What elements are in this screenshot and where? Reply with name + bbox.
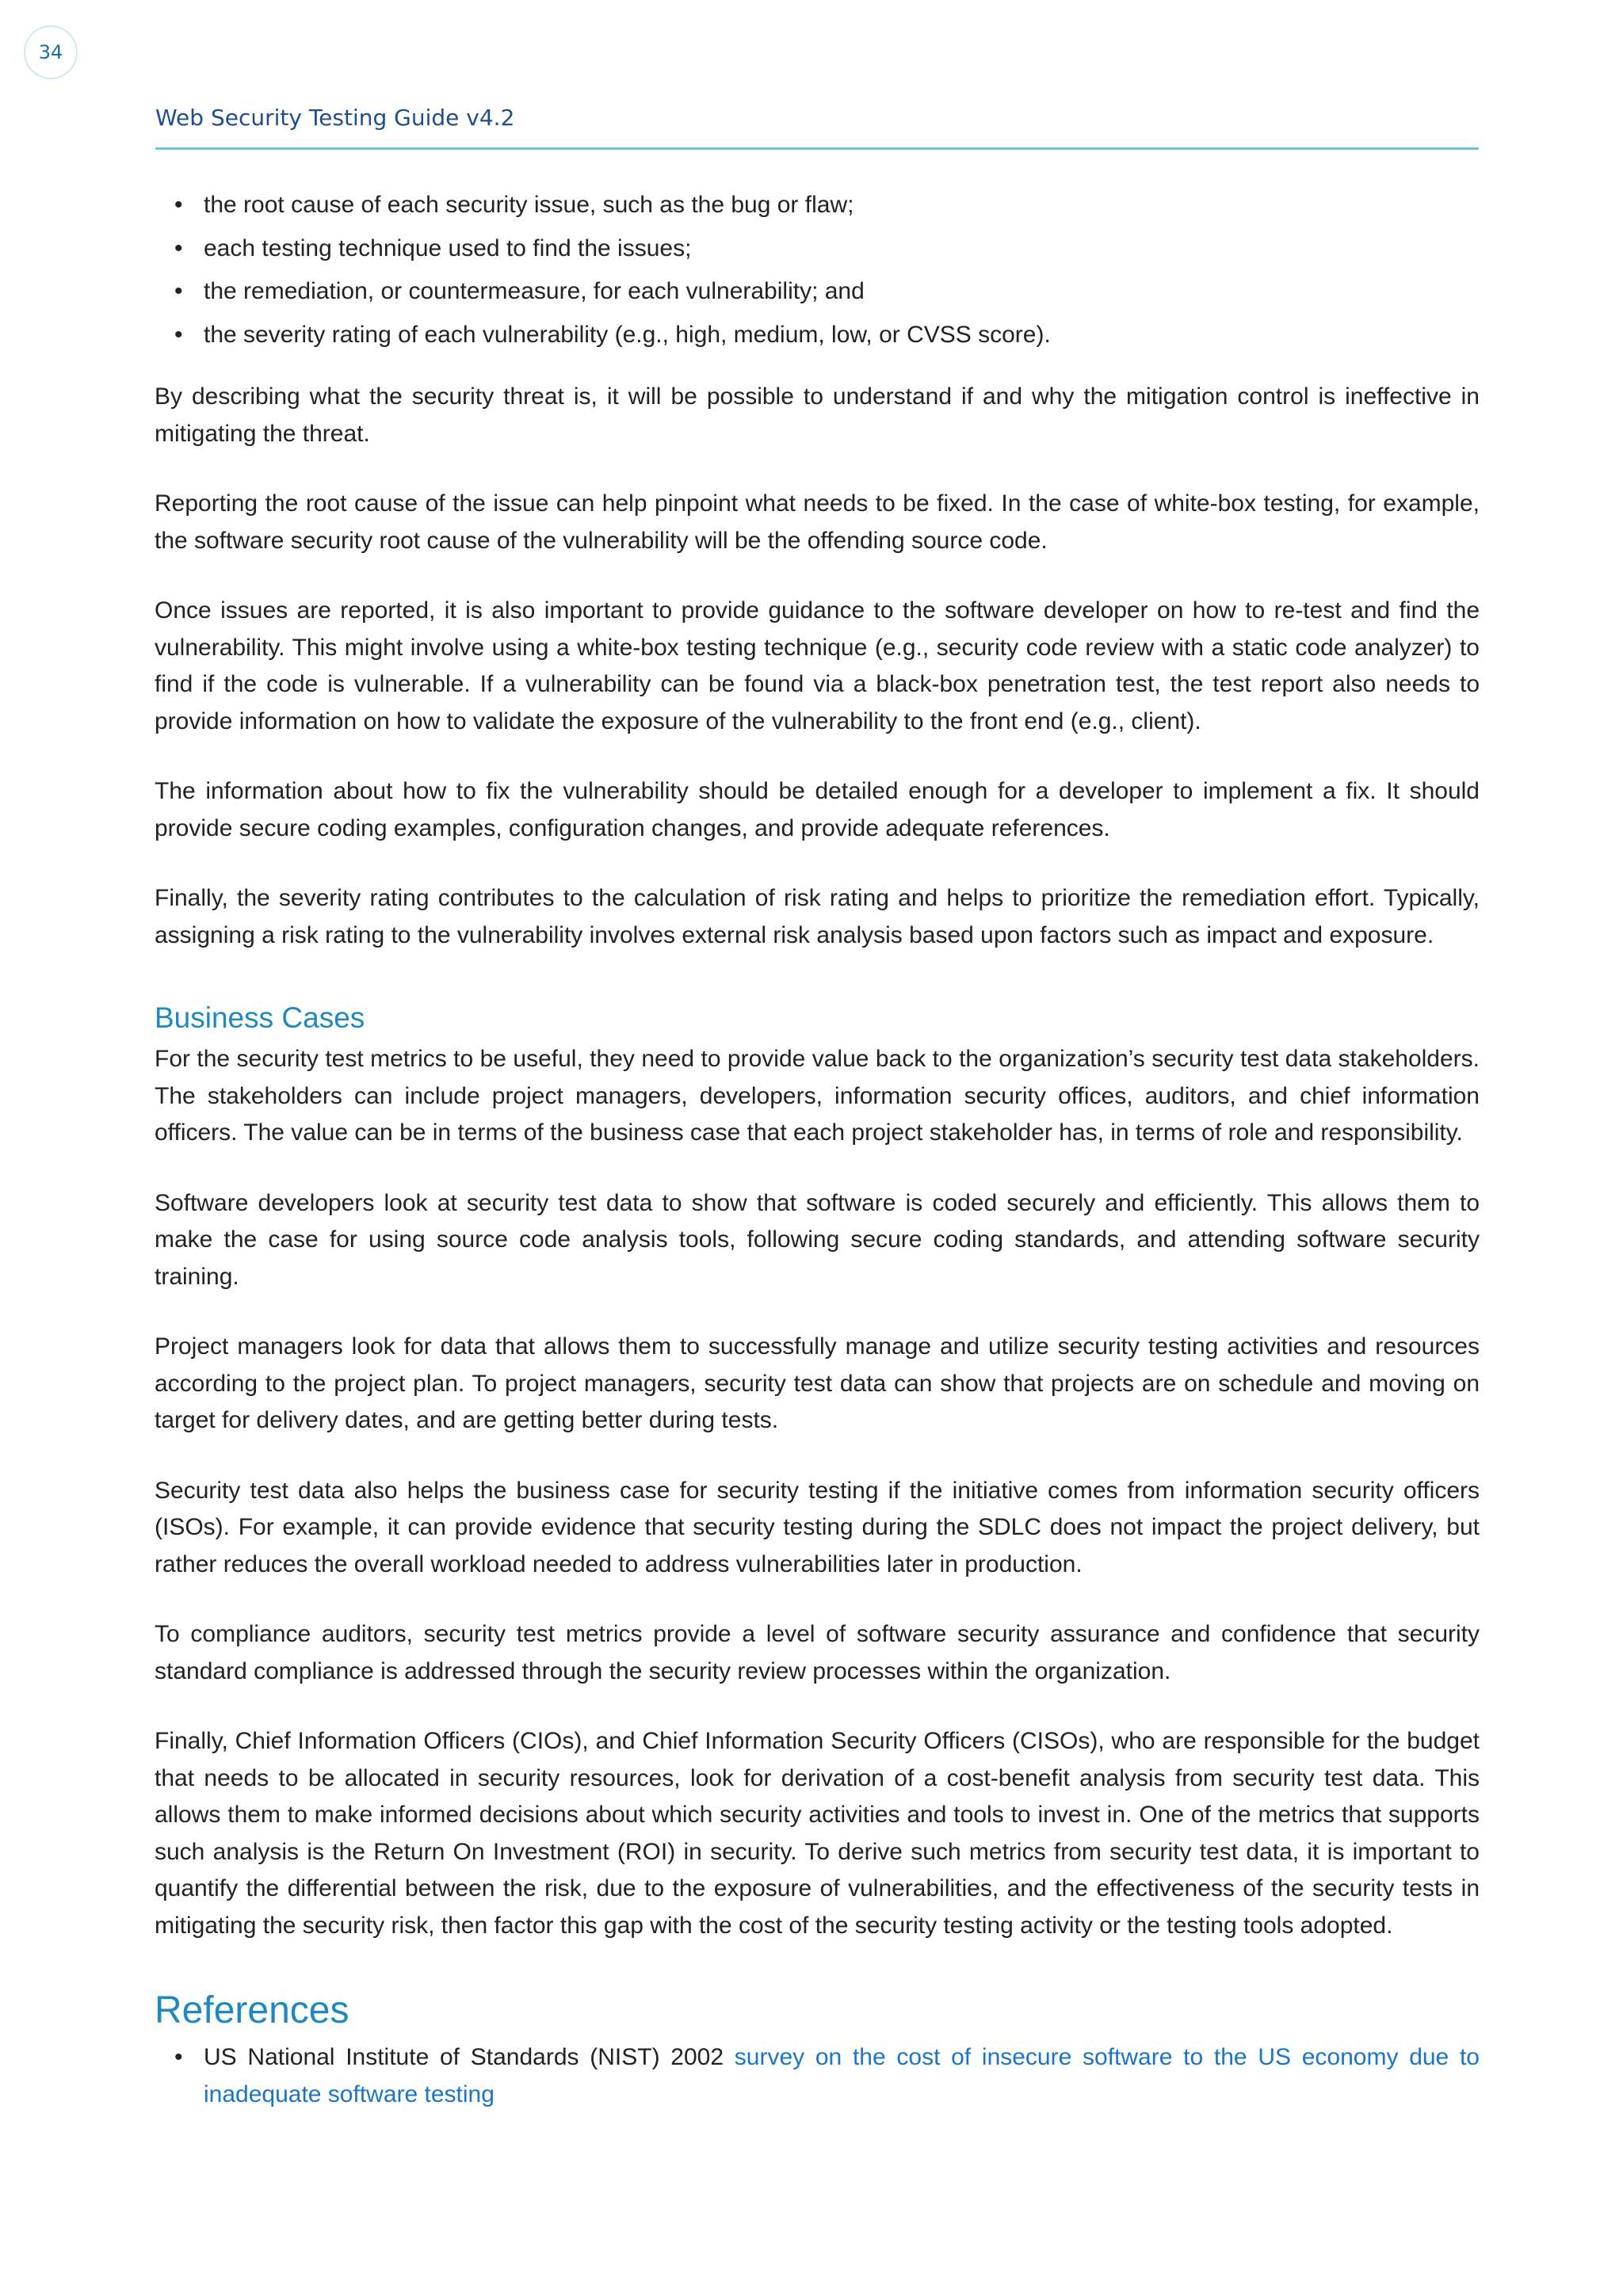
list-item: • the root cause of each security issue, such as the bug or flaw;	[155, 187, 1480, 224]
header-rule	[155, 147, 1479, 150]
reference-item	[155, 2039, 1480, 2113]
bullet-icon: •	[174, 321, 183, 348]
page-number-badge	[24, 25, 78, 79]
bullet-icon: •	[174, 278, 183, 304]
page-content	[155, 187, 1480, 2138]
references-list	[155, 2039, 1480, 2113]
paragraph: By describing what the security threat is, it will be possible to understand if and why the mitigation control is ineffective in mitigating the threat.	[155, 383, 1480, 447]
paragraph: To compliance auditors, security test metrics provide a level of software security assurance and confidence that security standard compliance is addressed through the security review processes within the organization.	[155, 1621, 1480, 1684]
list-item: • the remediation, or countermeasure, for each vulnerability; and	[155, 273, 1480, 311]
bullet-icon: •	[174, 192, 183, 218]
paragraph: Security test data also helps the business case for security testing if the initiative comes from information security officers (ISOs). For example, it can provide evidence that security testing during the SDLC does not impact the project delivery, but rather reduces the overall workload needed to address vulnerabilities later in production.	[155, 1477, 1480, 1577]
paragraph: Software developers look at security test data to show that software is coded securely and efficiently. This allows them to make the case for using source code analysis tools, following secure coding standards, and attending software security training.	[155, 1189, 1480, 1290]
paragraph: Reporting the root cause of the issue can help pinpoint what needs to be fixed. In the case of white-box testing, for example, the software security root cause of the vulnerability will be the offending source code.	[155, 490, 1480, 554]
business-cases-heading: Business Cases	[155, 1001, 365, 1034]
page-number: 34	[38, 41, 63, 63]
intro-bullet-list	[155, 187, 1480, 353]
reference-link[interactable]: survey on the cost of insecure software to the US economy due to inadequate software testing	[204, 2044, 1480, 2107]
reference-prefix: US National Institute of Standards (NIST) 2002	[204, 2044, 735, 2070]
bullet-icon: •	[174, 235, 183, 261]
bullet-icon: •	[174, 2044, 183, 2070]
paragraph: For the security test metrics to be useful, they need to provide value back to the organization’s security test data stakeholders. The stakeholders can include project managers, developers, information security offices, auditors, and chief information officers. The value can be in terms of the business case that each project stakeholder has, in terms of role and responsibility.	[155, 1046, 1480, 1146]
paragraph: The information about how to fix the vulnerability should be detailed enough for a developer to implement a fix. It should provide secure coding examples, configuration changes, and provide adequate references.	[155, 778, 1480, 841]
paragraph: Project managers look for data that allows them to successfully manage and utilize security testing activities and resources according to the project plan. To project managers, security test data can show that projects are on schedule and moving on target for delivery dates, and are getting better during tests.	[155, 1333, 1480, 1433]
running-header: Web Security Testing Guide v4.2	[155, 105, 515, 131]
paragraph: Finally, Chief Information Officers (CIOs), and Chief Information Security Officers (CISOs), who are responsible for the budget that needs to be allocated in security resources, look for derivation of a cost-benefit analysis from security test data. This allows them to make informed decisions about which security activities and tools to invest in. One of the metrics that supports such analysis is the Return On Investment (ROI) in security. To derive such metrics from security test data, it is important to quantify the differential between the risk, due to the exposure of vulnerabilities, and the effectiveness of the security tests in mitigating the security risk, then factor this gap with the cost of the security testing activity or the testing tools adopted.	[155, 1728, 1480, 1939]
list-item: • each testing technique used to find the issues;	[155, 231, 1480, 268]
paragraph: Once issues are reported, it is also important to provide guidance to the software developer on how to re-test and find the vulnerability. This might involve using a white-box testing technique (e.g., security code review with a static code analyzer) to find if the code is vulnerable. If a vulnerability can be found via a black-box penetration test, the test report also needs to provide information on how to validate the exposure of the vulnerability to the front end (e.g., client).	[155, 597, 1480, 734]
list-item: • the severity rating of each vulnerability (e.g., high, medium, low, or CVSS score).	[155, 317, 1480, 354]
references-heading: References	[155, 1989, 349, 2031]
paragraph: Finally, the severity rating contributes to the calculation of risk rating and helps to prioritize the remediation effort. Typically, assigning a risk rating to the vulnerability involves external risk analysis based upon factors such as impact and exposure.	[155, 885, 1480, 948]
